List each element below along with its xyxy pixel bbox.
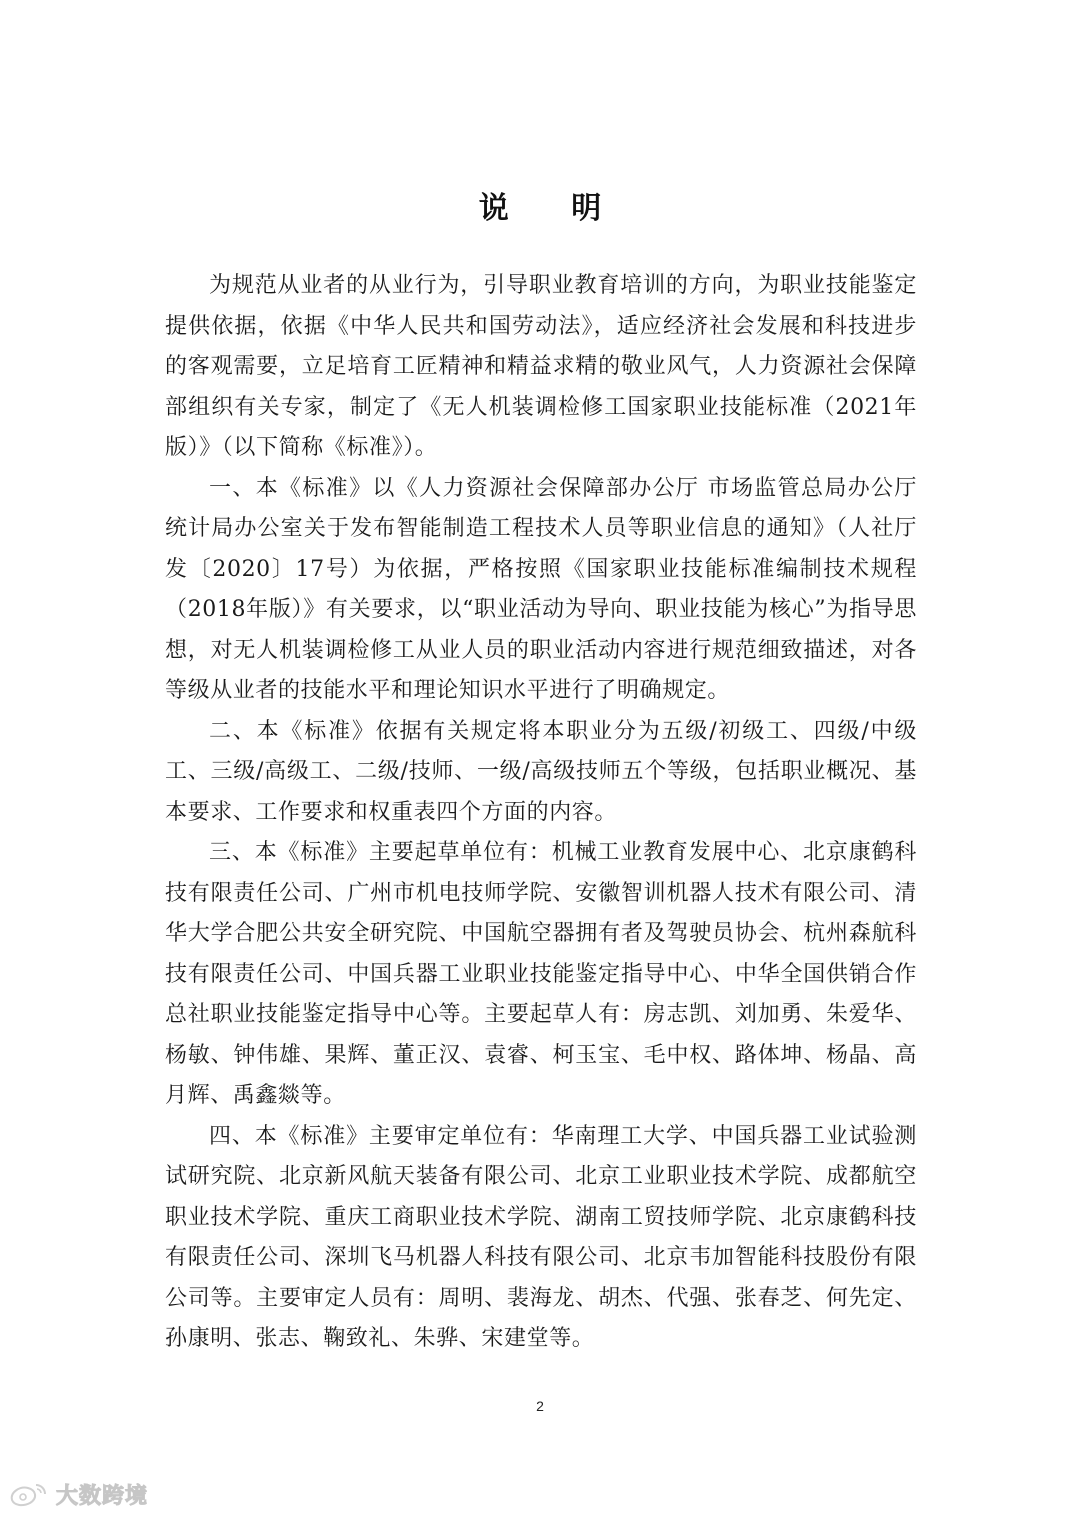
watermark: [6, 1479, 148, 1510]
paragraph-three: 三、本《标准》主要起草单位有：机械工业教育发展中心、北京康鹤科技有限责任公司、广州市机电技师学院、安徽智训机器人技术有限公司、清华大学合肥公共安全研究院、中国航空器拥有者及驾驶员协会、杭州森航科技有限责任公司、中国兵器工业职业技能鉴定指导中心、中华全国供销合作总社职业技能鉴定指导中心等。主要起草人有：房志凯、刘加勇、朱爱华、杨敏、钟伟雄、果辉、董正汉、袁睿、柯玉宝、毛中权、路体坤、杨晶、高月辉、禹鑫燚等。: [165, 840, 917, 1108]
page-title: 说 明: [478, 191, 628, 226]
weibo-style-logo-icon: [6, 1480, 50, 1510]
watermark-text: 大数跨境: [56, 1484, 149, 1509]
paragraph-intro: 为规范从业者的从业行为，引导职业教育培训的方向，为职业技能鉴定提供依据，依据《中华人民共和国劳动法》，适应经济社会发展和科技进步的客观需要，立足培育工匠精神和精益求精的敬业风气，人力资源社会保障部组织有关专家，制定了《无人机装调检修工国家职业技能标准（2021年版）》（以下简称《标准》）。: [165, 273, 917, 460]
paragraph-four: 四、本《标准》主要审定单位有：华南理工大学、中国兵器工业试验测试研究院、北京新风航天装备有限公司、北京工业职业技术学院、成都航空职业技术学院、重庆工商职业技术学院、湖南工贸技师学院、北京康鹤科技有限责任公司、深圳飞马机器人科技有限公司、北京韦加智能科技股份有限公司等。主要审定人员有：周明、裴海龙、胡杰、代强、张春芝、何先定、孙康明、张志、鞠致礼、朱骅、宋建堂等。: [165, 1123, 917, 1351]
paragraph-one: 一、本《标准》以《人力资源社会保障部办公厅 市场监管总局办公厅 统计局办公室关于发布智能制造工程技术人员等职业信息的通知》（人社厅发〔2020〕17号）为依据，严格按照《国家职业技能标准编制技术规程（2018年版）》有关要求，以“职业活动为导向、职业技能为核心”为指导思想，对无人机装调检修工从业人员的职业活动内容进行规范细致描述，对各等级从业者的技能水平和理论知识水平进行了明确规定。: [165, 475, 917, 703]
document-body: [165, 266, 917, 1360]
paragraph-two: 二、本《标准》依据有关规定将本职业分为五级/初级工、四级/中级工、三级/高级工、二级/技师、一级/高级技师五个等级，包括职业概况、基本要求、工作要求和权重表四个方面的内容。: [165, 718, 917, 825]
page-number: 2: [536, 1398, 544, 1414]
